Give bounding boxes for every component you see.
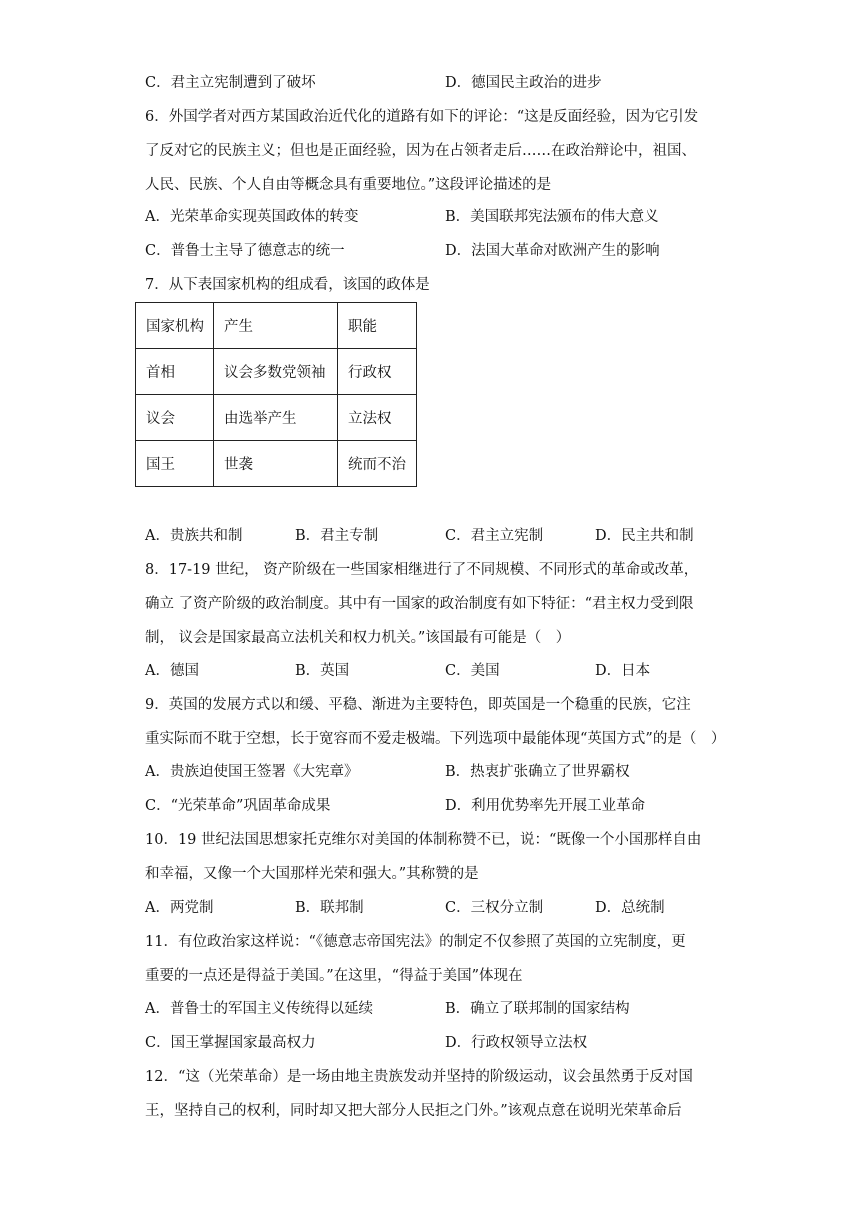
q9-stem-line-1: 9．英国的发展方式以和缓、平稳、渐进为主要特色，即英国是一个稳重的民族，它注 bbox=[145, 697, 691, 713]
q7-option-c: C．君主立宪制 bbox=[445, 528, 544, 544]
q5-option-d: D．德国民主政治的进步 bbox=[445, 75, 602, 91]
q6-option-a: A．光荣革命实现英国政体的转变 bbox=[145, 209, 359, 225]
q9-option-a: A．贵族迫使国王签署《大宪章》 bbox=[145, 764, 359, 780]
q10-option-a: A．两党制 bbox=[145, 900, 214, 916]
table-row bbox=[136, 303, 417, 349]
q11-option-a: A．普鲁士的军国主义传统得以延续 bbox=[145, 1001, 373, 1017]
table-cell: 产生 bbox=[214, 303, 338, 349]
q10-stem-line-1: 10．19 世纪法国思想家托克维尔对美国的体制称赞不已，说：“既像一个小国那样自由 bbox=[145, 832, 702, 848]
q8-stem-line-1: 8．17-19 世纪， 资产阶级在一些国家相继进行了不同规模、不同形式的革命或改革， bbox=[145, 562, 699, 578]
table-cell: 行政权 bbox=[338, 349, 417, 395]
q7-option-d: D．民主共和制 bbox=[595, 528, 694, 544]
table-cell: 议会 bbox=[136, 395, 214, 441]
q11-option-b: B．确立了联邦制的国家结构 bbox=[445, 1001, 630, 1017]
q6-option-b: B．美国联邦宪法颁布的伟大意义 bbox=[445, 209, 659, 225]
q8-option-b: B．英国 bbox=[295, 663, 350, 679]
q6-stem-line-3: 人民、民族、个人自由等概念具有重要地位。”这段评论描述的是 bbox=[145, 177, 552, 193]
q10-option-b: B．联邦制 bbox=[295, 900, 364, 916]
table-cell: 国王 bbox=[136, 441, 214, 487]
q7-option-a: A．贵族共和制 bbox=[145, 528, 243, 544]
q10-stem-line-2: 和幸福，又像一个大国那样光荣和强大。”其称赞的是 bbox=[145, 866, 479, 882]
q8-stem-line-3: 制， 议会是国家最高立法机关和权力机关。”该国最有可能是（ ） bbox=[145, 630, 571, 646]
table-cell: 统而不治 bbox=[338, 441, 417, 487]
table-row bbox=[136, 349, 417, 395]
q10-option-c: C．三权分立制 bbox=[445, 900, 544, 916]
q9-option-d: D．利用优势率先开展工业革命 bbox=[445, 798, 646, 814]
table-row bbox=[136, 441, 417, 487]
q7-option-b: B．君主专制 bbox=[295, 528, 379, 544]
table-cell: 国家机构 bbox=[136, 303, 214, 349]
q5-option-c: C．君主立宪制遭到了破坏 bbox=[145, 75, 316, 91]
table-row bbox=[136, 395, 417, 441]
q11-option-d: D．行政权领导立法权 bbox=[445, 1035, 588, 1051]
q11-stem-line-1: 11．有位政治家这样说：“《德意志帝国宪法》的制定不仅参照了英国的立宪制度，更 bbox=[145, 934, 686, 950]
q11-stem-line-2: 重要的一点还是得益于美国。”在这里，“得益于美国”体现在 bbox=[145, 968, 523, 984]
q8-option-c: C．美国 bbox=[445, 663, 500, 679]
table-cell: 职能 bbox=[338, 303, 417, 349]
q8-stem-line-2: 确立 了资产阶级的政治制度。其中有一国家的政治制度有如下特征：“君主权力受到限 bbox=[145, 596, 694, 612]
q9-option-b: B．热衷扩张确立了世界霸权 bbox=[445, 764, 630, 780]
state-institutions-table bbox=[135, 302, 417, 487]
table-cell: 议会多数党领袖 bbox=[214, 349, 338, 395]
q6-option-d: D．法国大革命对欧洲产生的影响 bbox=[445, 243, 660, 259]
q12-stem-line-1: 12．“这（光荣革命）是一场由地主贵族发动并坚持的阶级运动，议会虽然勇于反对国 bbox=[145, 1069, 693, 1085]
table-cell: 世袭 bbox=[214, 441, 338, 487]
table-cell: 首相 bbox=[136, 349, 214, 395]
table-cell: 由选举产生 bbox=[214, 395, 338, 441]
q10-option-d: D．总统制 bbox=[595, 900, 665, 916]
q8-option-a: A．德国 bbox=[145, 663, 199, 679]
q6-option-c: C．普鲁士主导了德意志的统一 bbox=[145, 243, 345, 259]
q6-stem-line-2: 了反对它的民族主义；但也是正面经验，因为在占领者走后……在政治辩论中，祖国、 bbox=[145, 143, 696, 159]
q12-stem-line-2: 王，坚持自己的权利，同时却又把大部分人民拒之门外。”该观点意在说明光荣革命后 bbox=[145, 1103, 682, 1119]
table-cell: 立法权 bbox=[338, 395, 417, 441]
q9-option-c: C．“光荣革命”巩固革命成果 bbox=[145, 798, 331, 814]
q6-stem-line-1: 6．外国学者对西方某国政治近代化的道路有如下的评论：“这是反面经验，因为它引发 bbox=[145, 109, 699, 125]
q9-stem-line-2: 重实际而不耽于空想，长于宽容而不爱走极端。下列选项中最能体现“英国方式”的是（ ） bbox=[145, 731, 726, 747]
q7-stem: 7．从下表国家机构的组成看，该国的政体是 bbox=[145, 277, 430, 293]
q11-option-c: C．国王掌握国家最高权力 bbox=[145, 1035, 316, 1051]
q8-option-d: D．日本 bbox=[595, 663, 651, 679]
